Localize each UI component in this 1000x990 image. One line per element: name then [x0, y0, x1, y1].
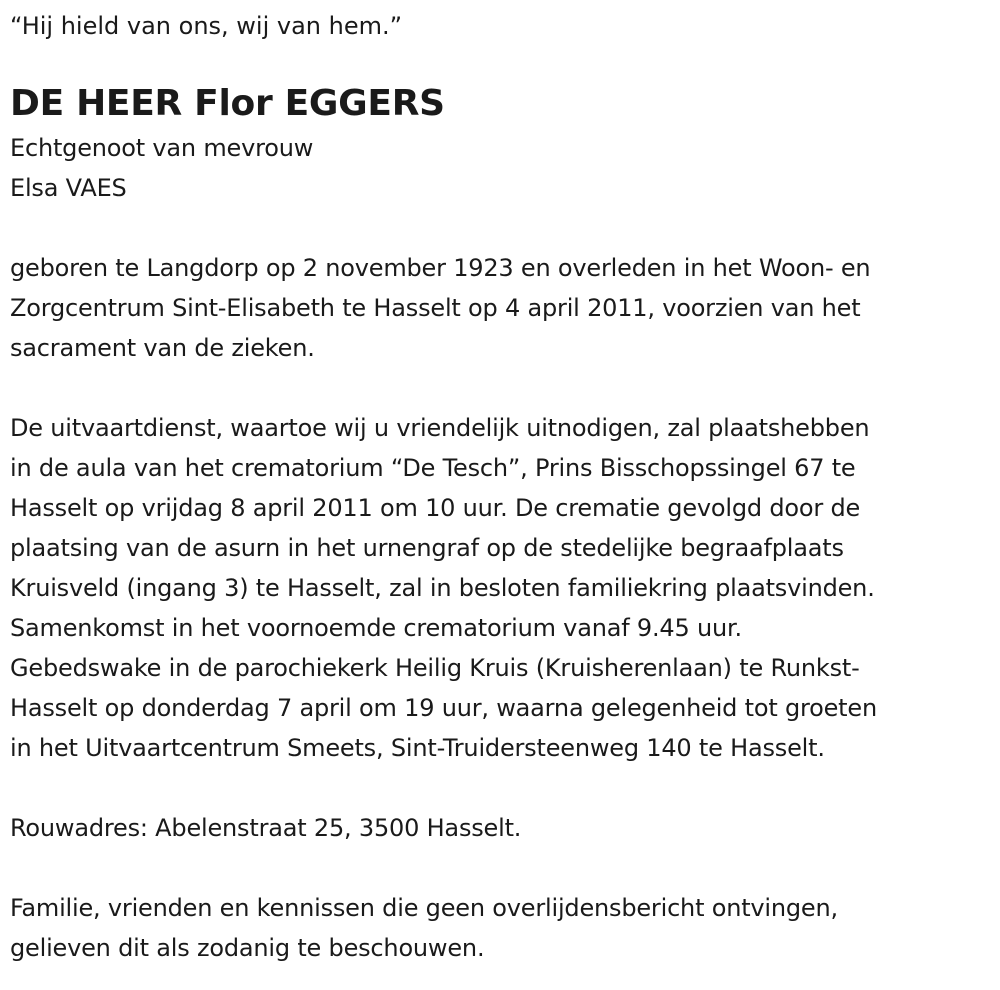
- closing-paragraph: [10, 888, 990, 968]
- memorial-quote: “Hij hield van ons, wij van hem.”: [10, 12, 403, 40]
- paragraph-line: in het Uitvaartcentrum Smeets, Sint-Truidersteenweg 140 te Hasselt.: [10, 734, 825, 762]
- paragraph-line: geboren te Langdorp op 2 november 1923 en overleden in het Woon- en: [10, 254, 871, 282]
- paragraph-line: Familie, vrienden en kennissen die geen overlijdensbericht ontvingen,: [10, 894, 838, 922]
- spouse-name: Elsa VAES: [10, 174, 127, 202]
- paragraph-line: sacrament van de zieken.: [10, 334, 315, 362]
- spouse-line: Echtgenoot van mevrouw: [10, 134, 314, 162]
- mourning-address: Rouwadres: Abelenstraat 25, 3500 Hasselt.: [10, 814, 522, 842]
- spouse-block: [10, 128, 990, 208]
- deceased-name: DE HEER Flor EGGERS: [10, 83, 445, 124]
- paragraph-line: gelieven dit als zodanig te beschouwen.: [10, 934, 485, 962]
- birth-death-paragraph: [10, 248, 990, 368]
- paragraph-line: De uitvaartdienst, waartoe wij u vriendelijk uitnodigen, zal plaatshebben: [10, 414, 870, 442]
- paragraph-line: in de aula van het crematorium “De Tesch”, Prins Bisschopssingel 67 te: [10, 454, 856, 482]
- paragraph-line: Hasselt op donderdag 7 april om 19 uur, waarna gelegenheid tot groeten: [10, 694, 877, 722]
- obituary-notice: [10, 6, 990, 968]
- paragraph-line: Samenkomst in het voornoemde crematorium vanaf 9.45 uur.: [10, 614, 742, 642]
- paragraph-line: Kruisveld (ingang 3) te Hasselt, zal in besloten familiekring plaatsvinden.: [10, 574, 875, 602]
- paragraph-line: Hasselt op vrijdag 8 april 2011 om 10 uur. De crematie gevolgd door de: [10, 494, 861, 522]
- paragraph-line: plaatsing van de asurn in het urnengraf op de stedelijke begraafplaats: [10, 534, 844, 562]
- paragraph-line: Gebedswake in de parochiekerk Heilig Kruis (Kruisherenlaan) te Runkst-: [10, 654, 860, 682]
- service-paragraph: [10, 408, 990, 768]
- paragraph-line: Zorgcentrum Sint-Elisabeth te Hasselt op 4 april 2011, voorzien van het: [10, 294, 861, 322]
